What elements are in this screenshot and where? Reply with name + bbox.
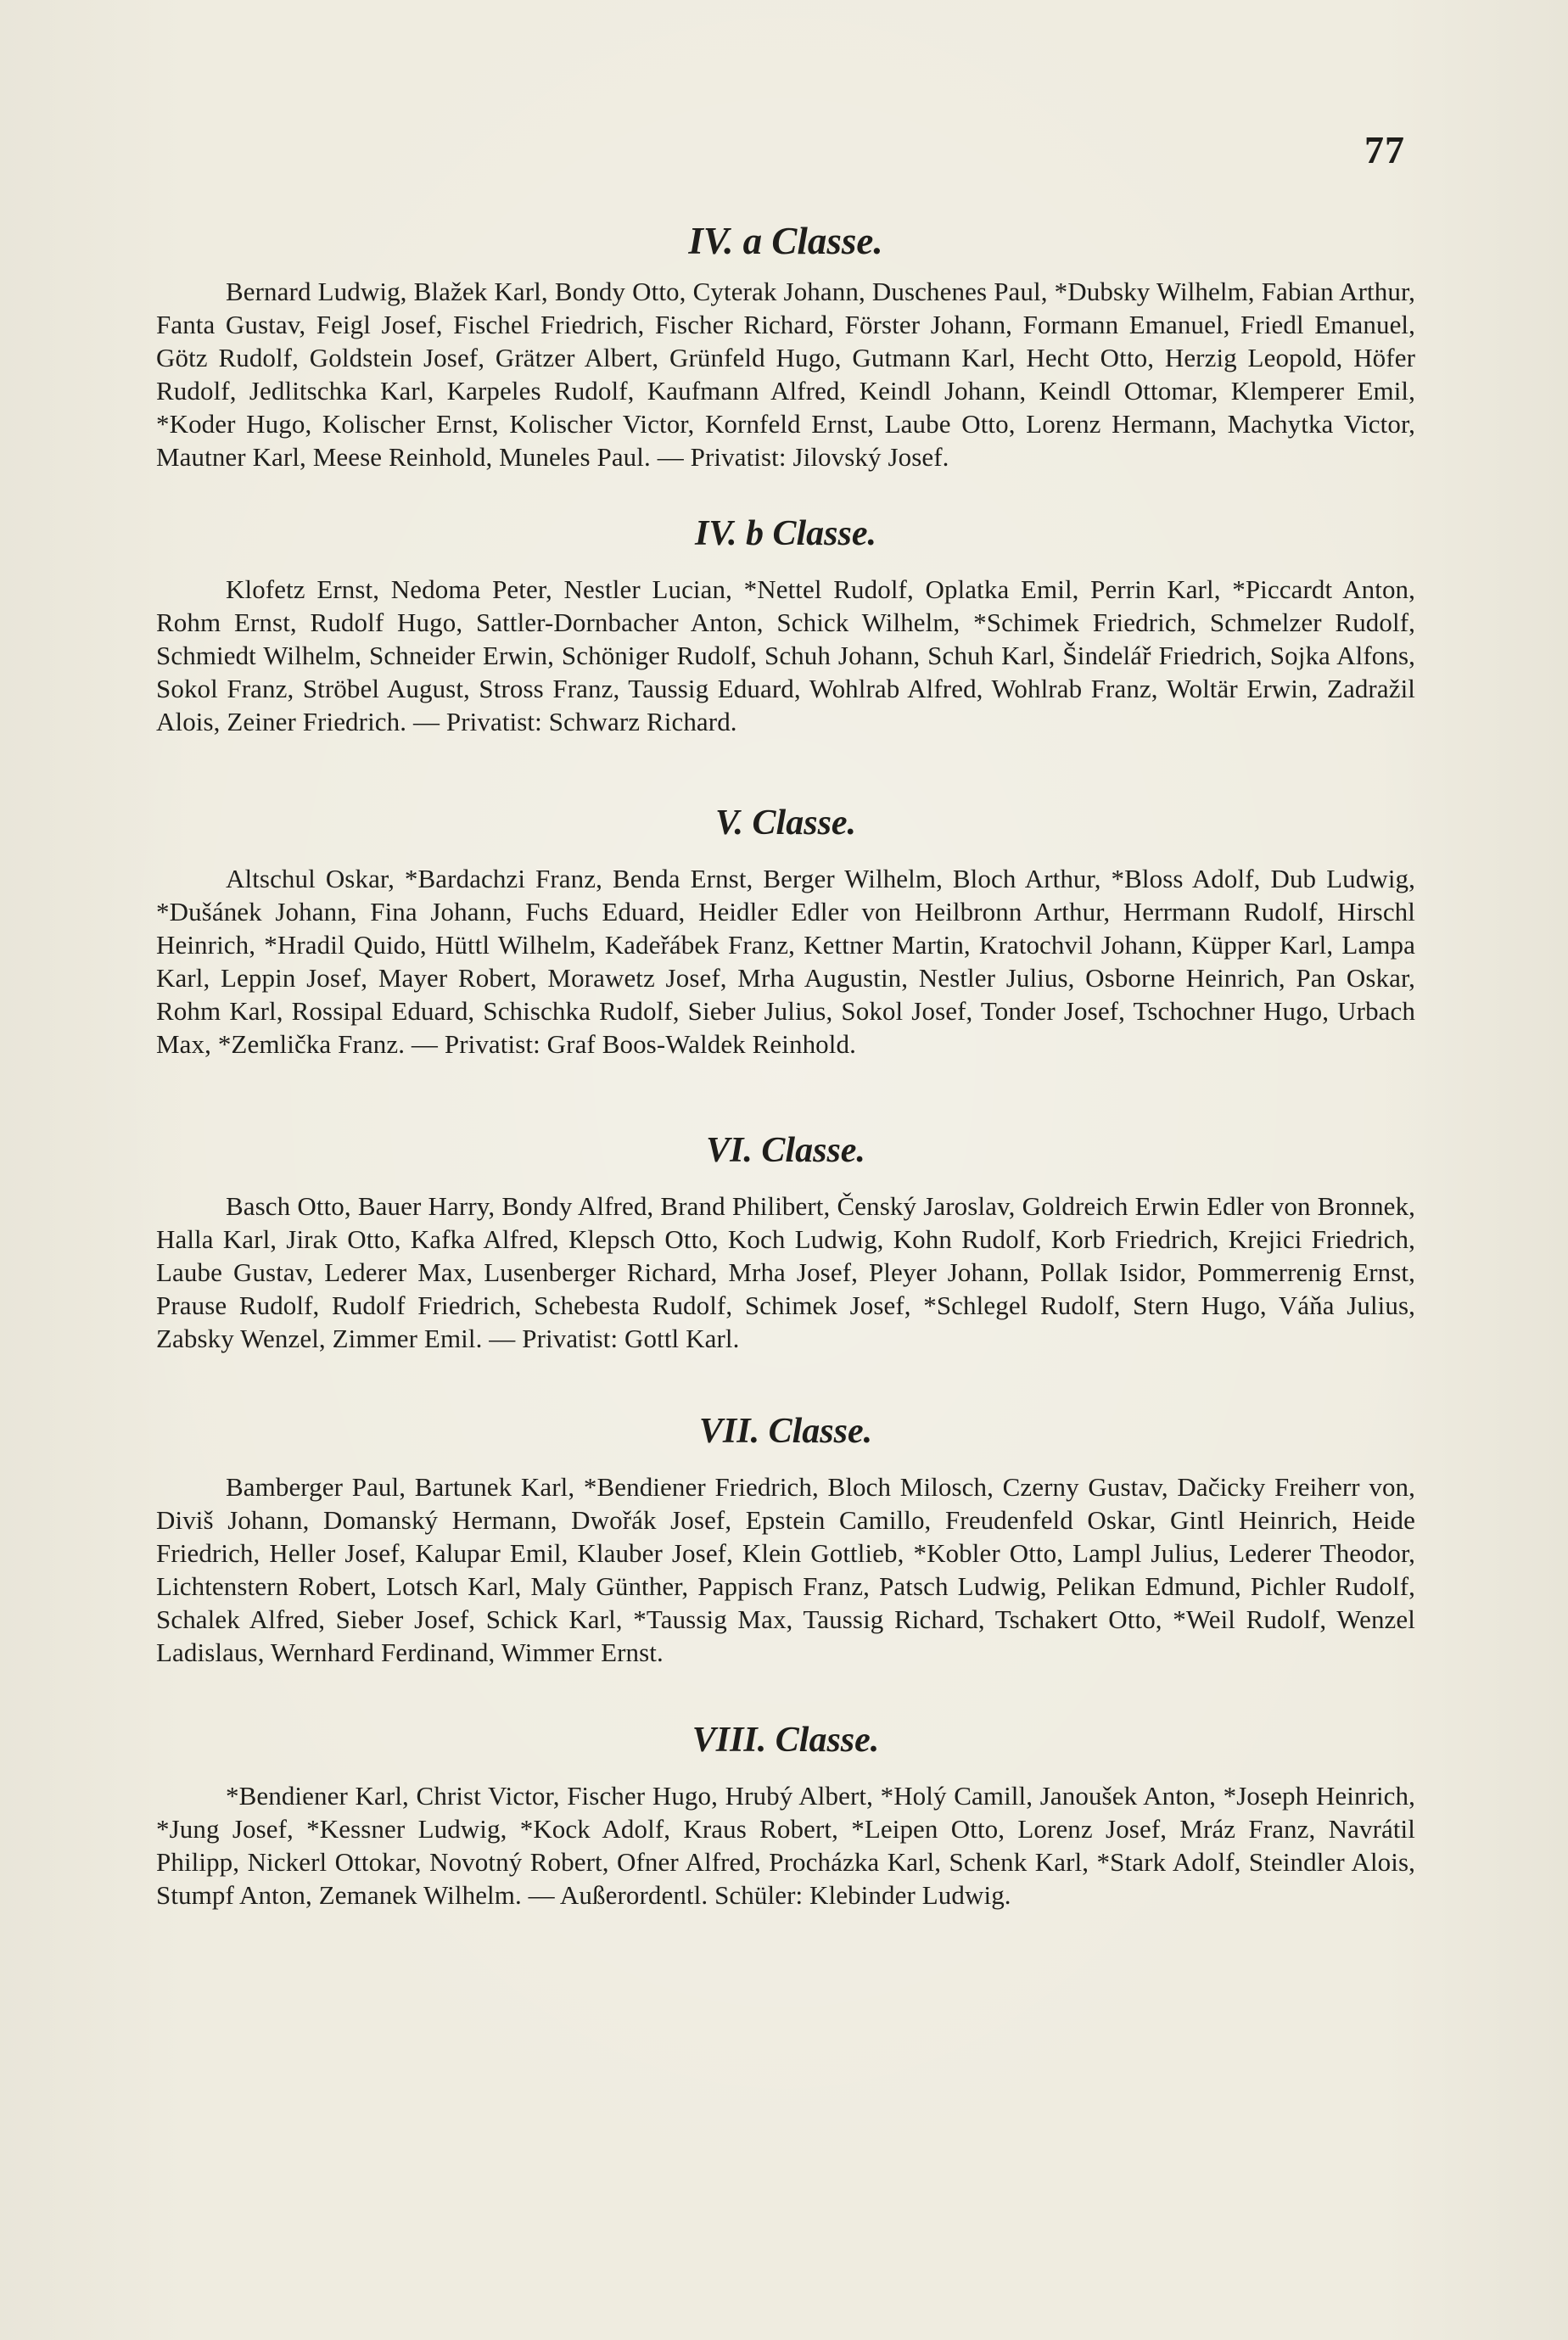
section-title-v: V. Classe. [714, 803, 857, 843]
section-title-vii: VII. Classe. [698, 1412, 873, 1451]
section-iv-b [156, 512, 1415, 738]
section-vi [156, 1128, 1415, 1355]
section-vii [156, 1409, 1415, 1669]
section-title-vi: VI. Classe. [706, 1131, 865, 1170]
section-text-vi: Basch Otto, Bauer Harry, Bondy Alfred, Brand Philibert, Čenský Jaroslav, Goldreich Erwin Edler von Bronnek, Halla Karl, Jirak Otto, Kafka Alfred, Klepsch Otto, Koch Ludwig, Kohn Rudolf, Korb Friedrich, Krejici Friedrich, Laube Gustav, Lederer Max, Lusenberger Richard, Mrha Josef, Pleyer Johann, Pollak Isidor, Pommerrenig Ernst, Prause Rudolf, Rudolf Friedrich, Schebesta Rudolf, Schimek Josef, *Schlegel Rudolf, Stern Hugo, Váňa Julius, Zabsky Wenzel, Zimmer Emil. — Privatist: Gottl Karl. [156, 1191, 1415, 1353]
section-text-iv-b: Klofetz Ernst, Nedoma Peter, Nestler Lucian, *Nettel Rudolf, Oplatka Emil, Perrin Karl, *Piccardt Anton, Rohm Ernst, Rudolf Hugo, Sattler-Dornbacher Anton, Schick Wilhelm, *Schimek Friedrich, Schmelzer Rudolf, Schmiedt Wilhelm, Schneider Erwin, Schöniger Rudolf, Schuh Johann, Schuh Karl, Šindelář Friedrich, Sojka Alfons, Sokol Franz, Ströbel August, Stross Franz, Taussig Eduard, Wohlrab Alfred, Wohlrab Franz, Woltär Erwin, Zadražil Alois, Zeiner Friedrich. — Privatist: Schwarz Richard. [156, 574, 1415, 736]
class-list-content [156, 219, 1415, 1912]
section-text-vii: Bamberger Paul, Bartunek Karl, *Bendiener Friedrich, Bloch Milosch, Czerny Gustav, Dačicky Freiherr von, Diviš Johann, Domanský Hermann, Dwořák Josef, Epstein Camillo, Freudenfeld Oskar, Gintl Heinrich, Heide Friedrich, Heller Josef, Kalupar Emil, Klauber Josef, Klein Gottlieb, *Kobler Otto, Lampl Julius, Lederer Theodor, Lichtenstern Robert, Lotsch Karl, Maly Günther, Pappisch Franz, Patsch Ludwig, Pelikan Edmund, Pichler Rudolf, Schalek Alfred, Sieber Josef, Schick Karl, *Taussig Max, Taussig Richard, Tschakert Otto, *Weil Rudolf, Wenzel Ladislaus, Wernhard Ferdinand, Wimmer Ernst. [156, 1472, 1415, 1667]
section-viii [156, 1718, 1415, 1912]
section-text-v: Altschul Oskar, *Bardachzi Franz, Benda Ernst, Berger Wilhelm, Bloch Arthur, *Bloss Adolf, Dub Ludwig, *Dušánek Johann, Fina Johann, Fuchs Eduard, Heidler Edler von Heilbronn Arthur, Herrmann Rudolf, Hirschl Heinrich, *Hradil Quido, Hüttl Wilhelm, Kadeřábek Franz, Kettner Martin, Kratochvil Johann, Küpper Karl, Lampa Karl, Leppin Josef, Mayer Robert, Morawetz Josef, Mrha Augustin, Nestler Julius, Osborne Heinrich, Pan Oskar, Rohm Karl, Rossipal Eduard, Schischka Rudolf, Sieber Julius, Sokol Josef, Tonder Josef, Tschochner Hugo, Urbach Max, *Zemlička Franz. — Privatist: Graf Boos-Waldek Reinhold. [156, 864, 1415, 1059]
section-title-iv-a: IV. a Classe. [688, 220, 883, 262]
section-v [156, 801, 1415, 1061]
page-number: 77 [1364, 128, 1405, 171]
section-text-iv-a: Bernard Ludwig, Blažek Karl, Bondy Otto, Cyterak Johann, Duschenes Paul, *Dubsky Wilhelm, Fabian Arthur, Fanta Gustav, Feigl Josef, Fischel Friedrich, Fischer Richard, Förster Johann, Formann Emanuel, Friedl Emanuel, Götz Rudolf, Goldstein Josef, Grätzer Albert, Grünfeld Hugo, Gutmann Karl, Hecht Otto, Herzig Leopold, Höfer Rudolf, Jedlitschka Karl, Karpeles Rudolf, Kaufmann Alfred, Keindl Johann, Keindl Ottomar, Klemperer Emil, *Koder Hugo, Kolischer Ernst, Kolischer Victor, Kornfeld Ernst, Laube Otto, Lorenz Hermann, Machytka Victor, Mautner Karl, Meese Reinhold, Muneles Paul. — Privatist: Jilovský Josef. [156, 277, 1415, 472]
section-title-viii: VIII. Classe. [692, 1721, 880, 1760]
section-title-iv-b: IV. b Classe. [695, 514, 876, 553]
section-text-viii: *Bendiener Karl, Christ Victor, Fischer Hugo, Hrubý Albert, *Holý Camill, Janoušek Anton, *Joseph Heinrich, *Jung Josef, *Kessner Ludwig, *Kock Adolf, Kraus Robert, *Leipen Otto, Lorenz Josef, Mráz Franz, Navrátil Philipp, Nickerl Ottokar, Novotný Robert, Ofner Alfred, Procházka Karl, Schenk Karl, *Stark Adolf, Steindler Alois, Stumpf Anton, Zemanek Wilhelm. — Außerordentl. Schüler: Klebinder Ludwig. [156, 1781, 1415, 1910]
section-iv-a [156, 219, 1415, 473]
